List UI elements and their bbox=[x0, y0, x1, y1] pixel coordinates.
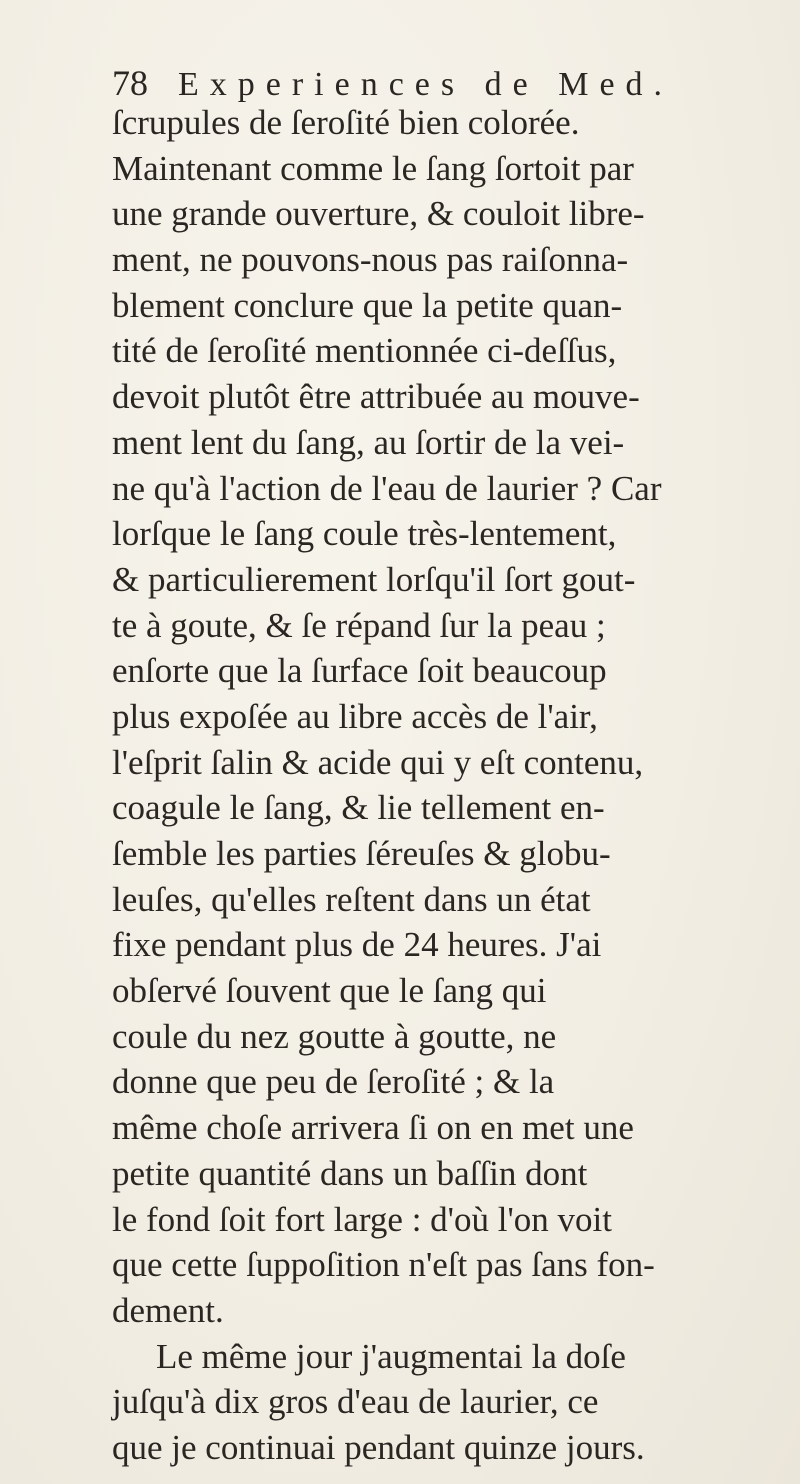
text-line-23: même choſe arrivera ſi on en met une bbox=[112, 1108, 634, 1148]
text-line-26: que cette ſuppoſition n'eſt pas ſans fon- bbox=[112, 1245, 655, 1285]
text-line-15: l'eſprit ſalin & acide qui y eſt contenu, bbox=[112, 742, 644, 782]
text-line-5: blement conclure que la petite quan- bbox=[112, 285, 623, 325]
text-line-8: ment lent du ſang, au ſortir de la vei- bbox=[112, 422, 625, 462]
running-title: Experiences de Med. bbox=[178, 66, 674, 103]
text-block bbox=[112, 100, 792, 1471]
text-line-7: devoit plutôt être attribuée au mouve- bbox=[112, 377, 640, 417]
text-line-6: tité de ſeroſité mentionnée ci-deſſus, bbox=[112, 331, 617, 371]
text-line-24: petite quantité dans un baſſin dont bbox=[112, 1153, 588, 1193]
text-line-11: & particulierement lorſqu'il ſort gout- bbox=[112, 559, 636, 599]
text-line-27: dement. bbox=[112, 1290, 224, 1330]
text-line-9: ne qu'à l'action de l'eau de laurier ? Car bbox=[112, 468, 662, 508]
text-line-29: juſqu'à dix gros d'eau de laurier, ce bbox=[112, 1382, 599, 1422]
text-line-12: te à goute, & ſe répand ſur la peau ; bbox=[112, 605, 606, 645]
text-line-10: lorſque le ſang coule très-lentement, bbox=[112, 514, 617, 554]
text-line-2: Maintenant comme le ſang ſortoit par bbox=[112, 148, 634, 188]
text-line-21: coule du nez goutte à goutte, ne bbox=[112, 1016, 557, 1056]
text-line-17: ſemble les parties ſéreuſes & globu- bbox=[112, 834, 611, 873]
text-line-20: obſervé ſouvent que le ſang qui bbox=[112, 971, 547, 1011]
text-line-1: ſcrupules de ſeroſité bien colorée. bbox=[112, 103, 580, 142]
text-line-30: que je continuai pendant quinze jours. bbox=[112, 1427, 645, 1467]
text-line-13: enſorte que la ſurface ſoit beaucoup bbox=[112, 651, 607, 691]
text-line-22: donne que peu de ſeroſité ; & la bbox=[112, 1062, 555, 1102]
text-line-28: Le même jour j'augmentai la doſe bbox=[156, 1336, 626, 1376]
text-line-4: ment, ne pouvons-nous pas raiſonna- bbox=[112, 240, 629, 280]
text-line-18: leuſes, qu'elles reſtent dans un état bbox=[112, 879, 591, 919]
page-number: 78 bbox=[112, 63, 148, 103]
text-line-19: fixe pendant plus de 24 heures. J'ai bbox=[112, 925, 602, 965]
text-line-3: une grande ouverture, & couloit libre- bbox=[112, 194, 645, 234]
text-line-16: coagule le ſang, & lie tellement en- bbox=[112, 788, 605, 828]
text-line-14: plus expoſée au libre accès de l'air, bbox=[112, 696, 598, 736]
text-line-25: le fond ſoit fort large : d'où l'on voit bbox=[112, 1199, 612, 1239]
